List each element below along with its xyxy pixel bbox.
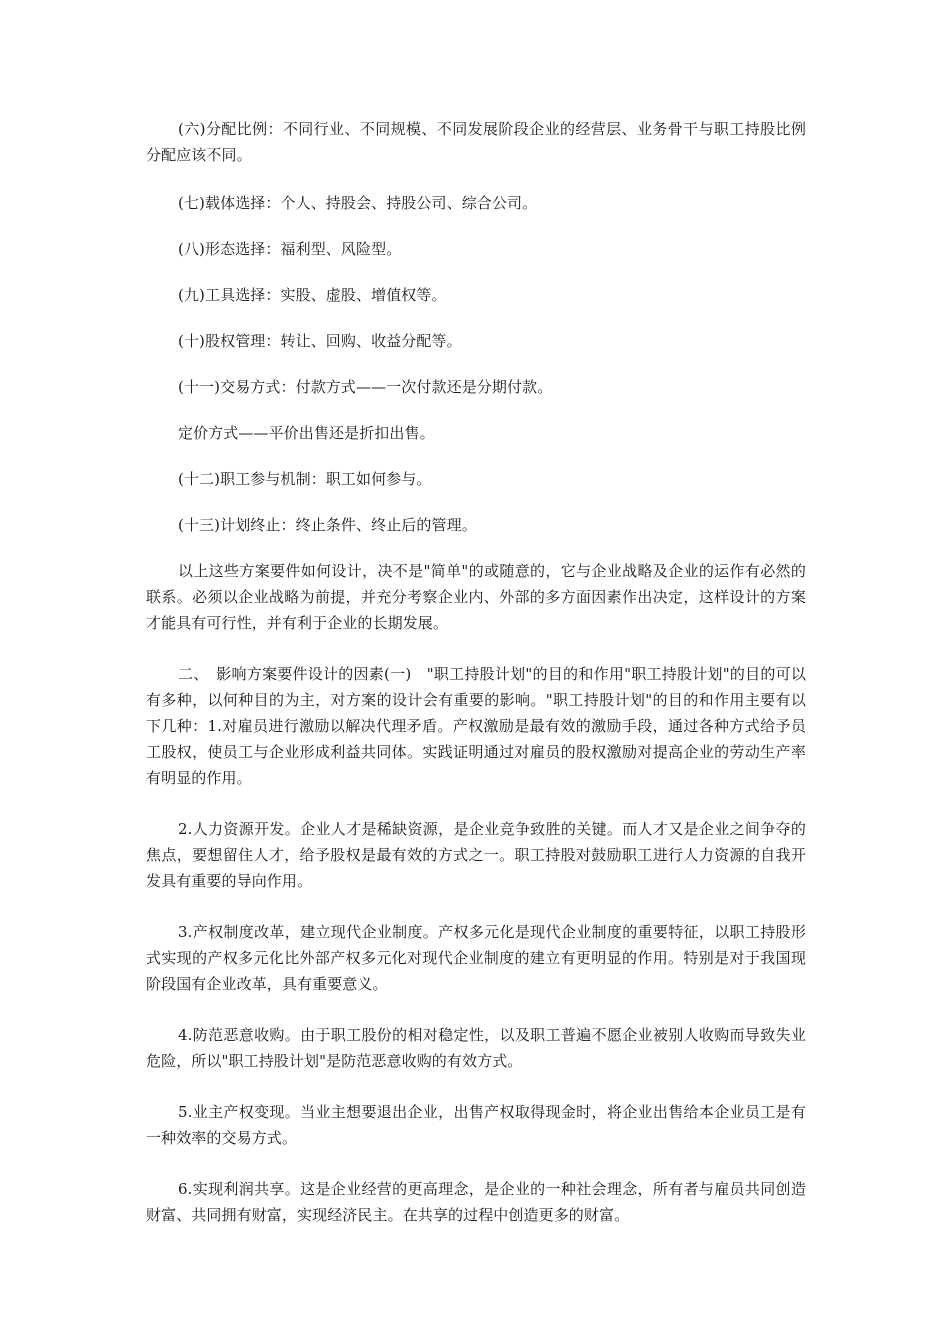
paragraph-anti-takeover: 4.防范恶意收购。由于职工股份的相对稳定性，以及职工普遍不愿企业被别人收购而导致失业危险，所以"职工持股计划"是防范恶意收购的有效方式。 — [146, 1026, 806, 1070]
paragraph-tool-selection: (九)工具选择：实股、虚股、增值权等。 — [178, 286, 447, 304]
paragraph-hr-development: 2.人力资源开发。企业人才是稀缺资源，是企业竞争致胜的关键。而人才又是企业之间争夺的焦点，要想留住人才，给予股权是最有效的方式之一。职工持股对鼓励职工进行人力资源的自我开发具有重要的导向作用。 — [146, 820, 806, 890]
paragraph-design-summary: 以上这些方案要件如何设计，决不是"简单"的或随意的，它与企业战略及企业的运作有必然的联系。必须以企业战略为前提，并充分考察企业内、外部的多方面因素作出决定，这样设计的方案才能具有可行性，并有利于企业的长期发展。 — [146, 562, 806, 632]
paragraph-pricing-method: 定价方式——平价出售还是折扣出售。 — [178, 424, 435, 442]
paragraph-property-reform: 3.产权制度改革，建立现代企业制度。产权多元化是现代企业制度的重要特征，以职工持股形式实现的产权多元化比外部产权多元化对现代企业制度的建立有更明显的作用。特别是对于我国现阶段国有企业改革，具有重要意义。 — [146, 923, 806, 993]
paragraph-distribution-ratio: (六)分配比例：不同行业、不同规模、不同发展阶段企业的经营层、业务骨干与职工持股比例分配应该不同。 — [146, 120, 806, 164]
paragraph-equity-management: (十)股权管理：转让、回购、收益分配等。 — [178, 332, 462, 350]
paragraph-form-selection: (八)形态选择：福利型、风险型。 — [178, 240, 402, 258]
paragraph-plan-termination: (十三)计划终止：终止条件、终止后的管理。 — [178, 516, 477, 534]
paragraph-transaction-method: (十一)交易方式：付款方式——一次付款还是分期付款。 — [178, 378, 553, 396]
paragraph-owner-liquidation: 5.业主产权变现。当业主想要退出企业，出售产权取得现金时，将企业出售给本企业员工是有一种效率的交易方式。 — [146, 1103, 806, 1147]
document-body — [146, 116, 806, 1228]
paragraph-profit-sharing: 6.实现利润共享。这是企业经营的更高理念，是企业的一种社会理念，所有者与雇员共同创造财富、共同拥有财富，实现经济民主。在共享的过程中创造更多的财富。 — [146, 1180, 806, 1224]
paragraph-carrier-selection: (七)载体选择：个人、持股会、持股公司、综合公司。 — [178, 194, 538, 212]
paragraph-participation-mechanism: (十二)职工参与机制：职工如何参与。 — [178, 470, 432, 488]
paragraph-influencing-factors: 二、 影响方案要件设计的因素(一) "职工持股计划"的目的和作用"职工持股计划"的目的可以有多种，以何种目的为主，对方案的设计会有重要的影响。"职工持股计划"的目的和作用主要有以下几种：1.对雇员进行激励以解决代理矛盾。产权激励是最有效的激励手段，通过各种方式给予员工股权，使员工与企业形成利益共同体。实践证明通过对雇员的股权激励对提高企业的劳动生产率有明显的作用。 — [146, 665, 806, 787]
